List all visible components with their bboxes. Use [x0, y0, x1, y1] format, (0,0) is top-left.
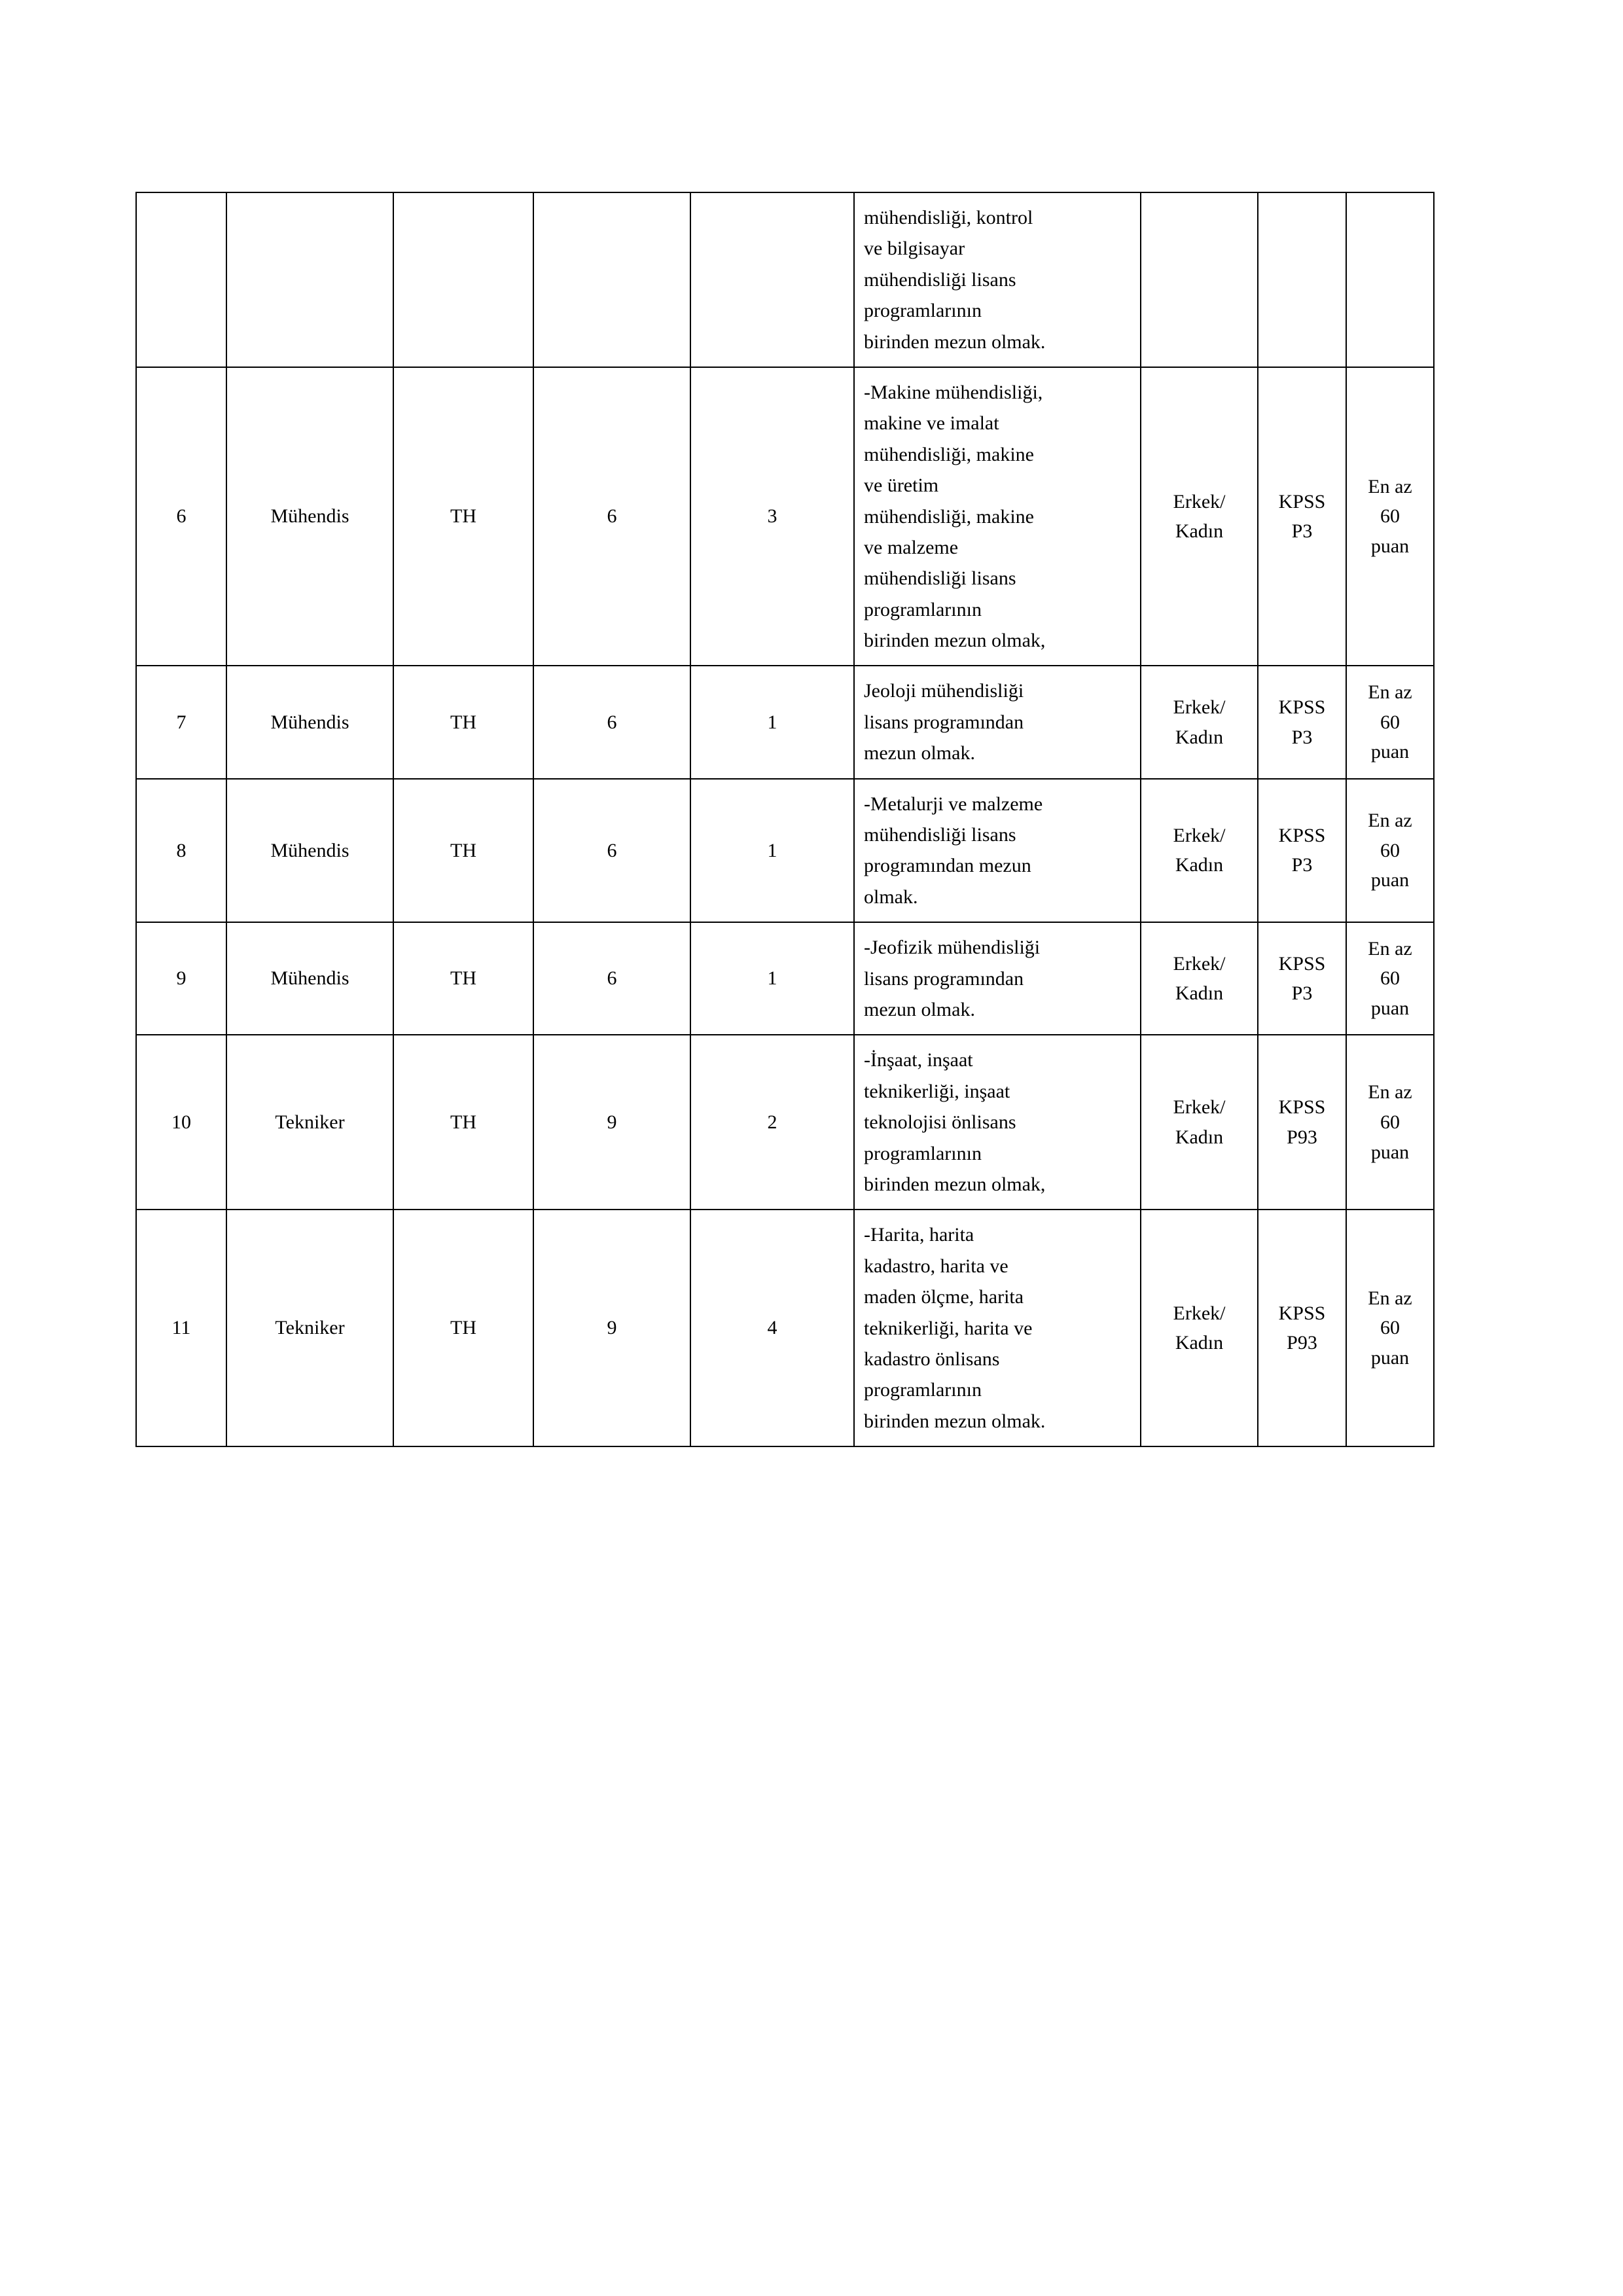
text-line: birinden mezun olmak. [864, 1410, 1046, 1432]
text-block [1258, 942, 1346, 1015]
cell-sinif [393, 779, 533, 923]
cell-value: 1 [767, 839, 777, 861]
text-line: mühendisliği, makine [864, 443, 1034, 465]
text-block [1347, 927, 1433, 1030]
table-row [136, 922, 1434, 1035]
cell-sira-no [136, 1035, 226, 1210]
text-block [855, 780, 1140, 922]
text-block [1258, 686, 1346, 759]
table-row [136, 1035, 1434, 1210]
cell-sinif [393, 922, 533, 1035]
text-block [1347, 799, 1433, 902]
cell-sinif [393, 1035, 533, 1210]
text-line: En az [1368, 475, 1412, 497]
text-line: Kadın [1175, 982, 1224, 1005]
text-block [855, 193, 1140, 367]
cell-sinif [393, 367, 533, 666]
text-line: Kadın [1175, 1332, 1224, 1354]
text-line: puan [1370, 1141, 1410, 1163]
cell-asgari-puan [1346, 1210, 1434, 1446]
cell-derece [533, 1035, 690, 1210]
text-line: 60 [1380, 505, 1400, 528]
cell-value: 6 [607, 839, 617, 861]
text-line: mezun olmak. [864, 998, 975, 1020]
cell-ogrenim-kosulu [854, 1210, 1141, 1446]
cell-value: 4 [767, 1317, 777, 1339]
text-line: teknolojisi önlisans [864, 1111, 1016, 1134]
cell-asgari-puan [1346, 192, 1434, 367]
cell-derece [533, 922, 690, 1035]
cell-value: Mühendis [270, 505, 349, 528]
text-line: olmak. [864, 886, 918, 908]
text-line: Erkek/ [1173, 952, 1226, 975]
cell-ogrenim-kosulu [854, 192, 1141, 367]
text-line: Kadın [1175, 854, 1224, 876]
text-line: P3 [1291, 982, 1313, 1005]
text-block [1347, 1071, 1433, 1174]
text-line: En az [1368, 1287, 1412, 1309]
text-line: teknikerliği, inşaat [864, 1080, 1010, 1102]
cell-value: TH [450, 505, 476, 528]
cell-kpss-puan-turu [1258, 779, 1346, 923]
cell-derece [533, 192, 690, 367]
text-line: P3 [1291, 854, 1313, 876]
text-line: puan [1370, 869, 1410, 891]
cell-adet [690, 1035, 854, 1210]
text-line: programından mezun [864, 855, 1031, 877]
text-line: lisans programından [864, 711, 1024, 733]
cell-value: 6 [607, 505, 617, 528]
text-line: birinden mezun olmak, [864, 630, 1046, 652]
cell-derece [533, 666, 690, 778]
cell-sira-no [136, 367, 226, 666]
text-line: ve bilgisayar [864, 238, 965, 260]
cell-adet [690, 1210, 854, 1446]
text-line: teknikerliği, harita ve [864, 1317, 1033, 1339]
table-row [136, 1210, 1434, 1446]
text-line: Kadın [1175, 520, 1224, 543]
cell-adet [690, 367, 854, 666]
cell-cinsiyet [1141, 192, 1258, 367]
text-line: birinden mezun olmak. [864, 331, 1046, 353]
cell-sinif [393, 192, 533, 367]
cell-unvan [226, 192, 393, 367]
text-line: mühendisliği lisans [864, 567, 1016, 590]
text-line: puan [1370, 535, 1410, 557]
cell-cinsiyet [1141, 1210, 1258, 1446]
cell-ogrenim-kosulu [854, 367, 1141, 666]
cell-unvan [226, 1210, 393, 1446]
text-line: 60 [1380, 967, 1400, 990]
cell-kpss-puan-turu [1258, 1210, 1346, 1446]
text-block [1258, 814, 1346, 887]
text-block [1258, 480, 1346, 553]
cell-sira-no [136, 666, 226, 778]
cell-value: 9 [607, 1317, 617, 1339]
text-block [855, 1210, 1140, 1446]
text-line: mühendisliği, makine [864, 505, 1034, 528]
text-line: programlarının [864, 1142, 982, 1164]
table-body [136, 192, 1434, 1446]
text-block [1347, 465, 1433, 568]
cell-value: 7 [176, 711, 187, 733]
text-line: programlarının [864, 300, 982, 322]
text-line: P3 [1291, 520, 1313, 543]
text-line: programlarının [864, 1379, 982, 1401]
cell-value: 6 [607, 967, 617, 990]
text-line: Kadın [1175, 726, 1224, 748]
cell-asgari-puan [1346, 367, 1434, 666]
text-line: Jeoloji mühendisliği [864, 680, 1024, 702]
cell-derece [533, 1210, 690, 1446]
cell-ogrenim-kosulu [854, 779, 1141, 923]
cell-value: TH [450, 711, 476, 733]
cell-cinsiyet [1141, 666, 1258, 778]
cell-unvan [226, 367, 393, 666]
text-line: lisans programından [864, 967, 1024, 990]
cell-value: Mühendis [270, 711, 349, 733]
text-line: P3 [1291, 726, 1313, 748]
text-line: En az [1368, 1081, 1412, 1103]
table-row-continued [136, 192, 1434, 367]
text-block [1141, 1292, 1257, 1365]
table-row [136, 666, 1434, 778]
text-line: Erkek/ [1173, 490, 1226, 512]
text-line: kadastro, harita ve [864, 1255, 1008, 1277]
text-line: ve üretim [864, 475, 939, 497]
cell-cinsiyet [1141, 779, 1258, 923]
table-row [136, 367, 1434, 666]
text-line: ve malzeme [864, 536, 959, 558]
cell-kpss-puan-turu [1258, 1035, 1346, 1210]
text-block [1141, 814, 1257, 887]
cell-asgari-puan [1346, 922, 1434, 1035]
cell-asgari-puan [1346, 779, 1434, 923]
requirements-table-container [135, 192, 1421, 1447]
cell-unvan [226, 922, 393, 1035]
text-line: P93 [1287, 1332, 1317, 1354]
text-block [1141, 480, 1257, 553]
text-line: mühendisliği lisans [864, 824, 1016, 846]
text-line: -Metalurji ve malzeme [864, 793, 1043, 815]
text-block [1141, 686, 1257, 759]
cell-unvan [226, 1035, 393, 1210]
text-line: En az [1368, 681, 1412, 704]
text-block [855, 923, 1140, 1034]
cell-value: TH [450, 967, 476, 990]
cell-value: TH [450, 1317, 476, 1339]
cell-kpss-puan-turu [1258, 666, 1346, 778]
text-line: En az [1368, 810, 1412, 832]
cell-value: 1 [767, 711, 777, 733]
cell-value: 8 [176, 839, 187, 861]
cell-sira-no [136, 922, 226, 1035]
cell-derece [533, 779, 690, 923]
text-line: -İnşaat, inşaat [864, 1049, 973, 1071]
table-row [136, 779, 1434, 923]
cell-adet [690, 666, 854, 778]
requirements-table [135, 192, 1435, 1447]
cell-cinsiyet [1141, 1035, 1258, 1210]
cell-value: 6 [607, 711, 617, 733]
text-line: Kadın [1175, 1126, 1224, 1148]
text-line: mühendisliği lisans [864, 268, 1016, 291]
text-line: En az [1368, 937, 1412, 960]
cell-sinif [393, 1210, 533, 1446]
cell-value: 1 [767, 967, 777, 990]
cell-value: TH [450, 839, 476, 861]
text-line: Erkek/ [1173, 1302, 1226, 1324]
cell-value: Mühendis [270, 967, 349, 990]
text-block [1347, 1277, 1433, 1380]
text-line: KPSS [1278, 1302, 1326, 1324]
text-line: -Harita, harita [864, 1224, 974, 1246]
cell-adet [690, 779, 854, 923]
text-block [855, 368, 1140, 666]
text-line: 60 [1380, 711, 1400, 733]
text-line: 60 [1380, 1111, 1400, 1134]
cell-cinsiyet [1141, 367, 1258, 666]
cell-sira-no [136, 779, 226, 923]
cell-kpss-puan-turu [1258, 367, 1346, 666]
cell-kpss-puan-turu [1258, 922, 1346, 1035]
text-line: Erkek/ [1173, 824, 1226, 846]
cell-value: 9 [176, 967, 187, 990]
text-line: KPSS [1278, 490, 1326, 512]
text-line: 60 [1380, 839, 1400, 861]
text-line: 60 [1380, 1317, 1400, 1339]
cell-kpss-puan-turu [1258, 192, 1346, 367]
text-line: mezun olmak. [864, 742, 975, 764]
cell-unvan [226, 666, 393, 778]
text-block [855, 1035, 1140, 1209]
cell-value: 9 [607, 1111, 617, 1134]
cell-value: 10 [171, 1111, 191, 1134]
text-line: -Makine mühendisliği, [864, 381, 1043, 403]
text-line: KPSS [1278, 824, 1326, 846]
cell-value: 3 [767, 505, 777, 528]
text-block [1141, 942, 1257, 1015]
text-line: kadastro önlisans [864, 1348, 1000, 1370]
text-line: maden ölçme, harita [864, 1286, 1024, 1308]
text-line: Erkek/ [1173, 696, 1226, 718]
text-block [1258, 1086, 1346, 1158]
cell-unvan [226, 779, 393, 923]
text-line: KPSS [1278, 952, 1326, 975]
cell-derece [533, 367, 690, 666]
cell-sinif [393, 666, 533, 778]
text-block [1347, 671, 1433, 774]
cell-value: 11 [171, 1317, 191, 1339]
text-block [1258, 1292, 1346, 1365]
cell-value: Tekniker [275, 1111, 345, 1134]
cell-sira-no [136, 1210, 226, 1446]
text-block [1141, 1086, 1257, 1158]
text-line: makine ve imalat [864, 412, 999, 435]
text-line: Erkek/ [1173, 1096, 1226, 1119]
text-line: puan [1370, 997, 1410, 1020]
cell-cinsiyet [1141, 922, 1258, 1035]
cell-adet [690, 192, 854, 367]
cell-value: 2 [767, 1111, 777, 1134]
text-line: puan [1370, 1346, 1410, 1369]
cell-sira-no [136, 192, 226, 367]
text-line: KPSS [1278, 1096, 1326, 1119]
text-block [855, 666, 1140, 778]
cell-ogrenim-kosulu [854, 922, 1141, 1035]
text-line: mühendisliği, kontrol [864, 207, 1033, 228]
cell-asgari-puan [1346, 1035, 1434, 1210]
text-line: KPSS [1278, 696, 1326, 718]
cell-value: 6 [176, 505, 187, 528]
text-line: puan [1370, 741, 1410, 763]
cell-value: TH [450, 1111, 476, 1134]
text-line: programlarının [864, 598, 982, 620]
text-line: birinden mezun olmak, [864, 1173, 1046, 1195]
cell-value: Tekniker [275, 1317, 345, 1339]
cell-asgari-puan [1346, 666, 1434, 778]
text-line: P93 [1287, 1126, 1317, 1148]
cell-ogrenim-kosulu [854, 1035, 1141, 1210]
cell-adet [690, 922, 854, 1035]
cell-ogrenim-kosulu [854, 666, 1141, 778]
cell-value: Mühendis [270, 839, 349, 861]
text-line: -Jeofizik mühendisliği [864, 937, 1041, 959]
